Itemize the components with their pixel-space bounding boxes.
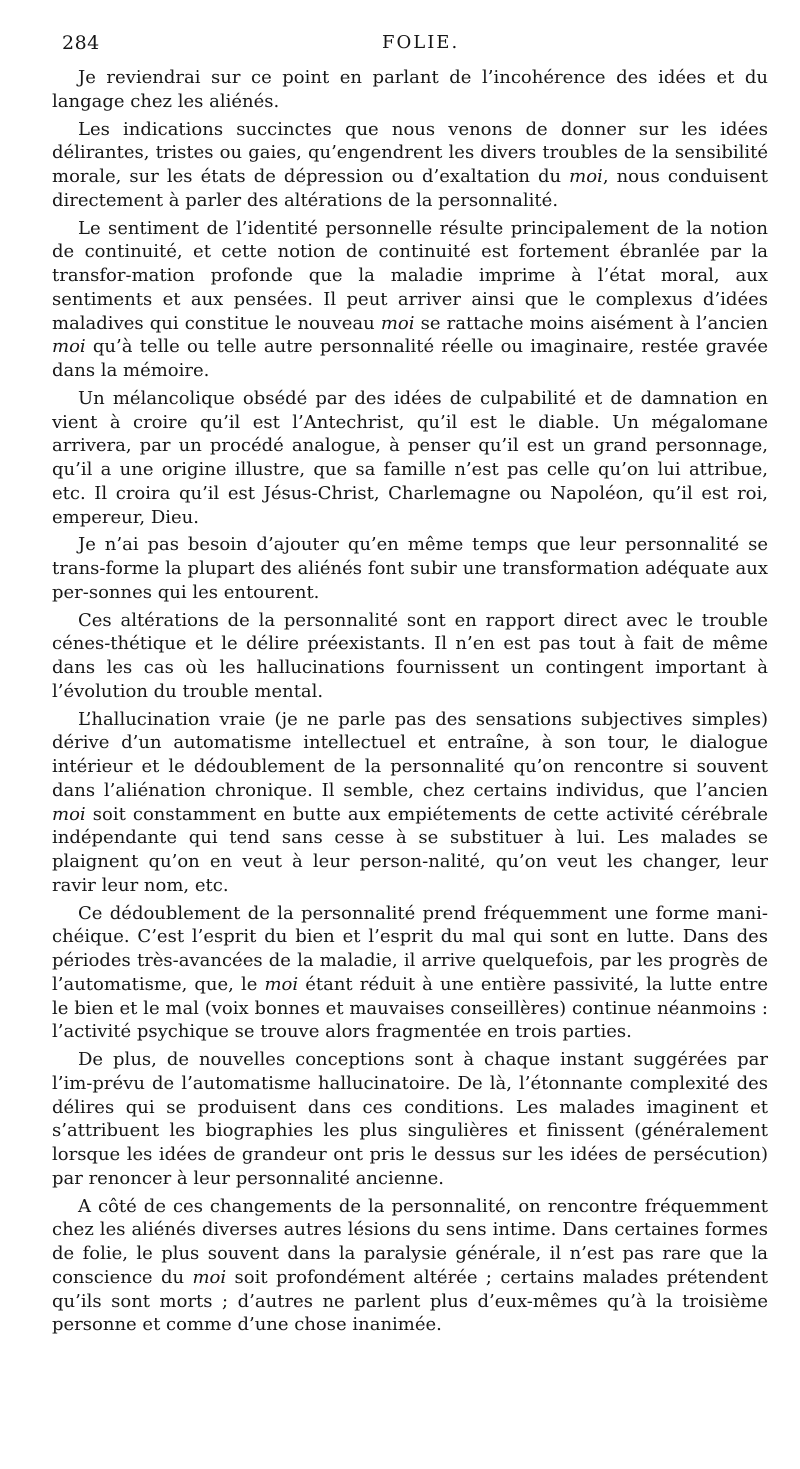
paragraph-text: Un mélancolique obsédé par des idées de culpabilité et de damnation en vient à croire qu’il est l’Antechrist, qu’il est le diable. Un mégalomane arrivera, par un procédé analogue, à penser qu’il est un grand personnage, qu’il a une origine illustre, que sa famille n’est pas celle qu’on lui attribue, etc. Il croira qu’il est Jésus-Christ, Charlemagne ou Napoléon, qu’il est roi, empereur, Dieu. <box>52 387 768 528</box>
italic-word: moi <box>52 336 86 358</box>
paragraph-text: Ce dédoublement de la personnalité prend fréquemment une forme mani-chéique. C’est l’esprit du bien et l’esprit du mal qui sont en lutte. Dans des périodes très-avancées de la maladie, il arrive quelquefois, par les progrès de l’automatisme, que, le <box>52 902 768 995</box>
page-header <box>62 32 742 60</box>
page-number: 284 <box>62 32 100 54</box>
paragraph <box>52 533 768 604</box>
paragraph-text: A côté de ces changements de la personnalité, on rencontre fréquemment chez les aliénés diverses autres lésions du sens intime. Dans certaines formes de folie, le plus souvent dans la paralysie générale, il n’est pas rare que la conscience du <box>52 1195 768 1288</box>
italic-word: moi <box>380 312 415 334</box>
paragraph-text: De plus, de nouvelles conceptions sont à chaque instant suggérées par l’im-prévu de l’automatisme hallucinatoire. De là, l’étonnante complexité des délires qui se produisent dans ces conditions. Les malades imaginent et s’attribuent les biographies les plus singulières et finissent (généralement lorsque les idées de grandeur ont pris le dessus sur les idées de persécution) par renoncer à leur personnalité ancienne. <box>52 1049 768 1189</box>
paragraph <box>52 118 768 213</box>
paragraph <box>52 66 768 114</box>
italic-word: moi <box>264 973 299 995</box>
page-bottom-margin <box>60 1430 740 1440</box>
paragraph-text: Le sentiment de l’identité personnelle résulte principalement de la notion de continuité, et cette notion de continuité est fortement ébranlée par la transfor-mation profonde que la maladie imprime à l’état moral, aux sentiments et aux pensées. Il peut arriver ainsi que le complexus d’idées maladives qui constitue le nouveau <box>52 217 768 334</box>
paragraph-text: étant réduit à une entière passivité, la lutte entre le bien et le mal (voix bonnes et mauvaises conseillères) continue néanmoins : l’activité psychique se trouve alors fragmentée en trois parties. <box>52 973 768 1043</box>
paragraph-text: , nous conduisent directement à parler des altérations de la personnalité. <box>52 166 768 211</box>
paragraph-text: Ces altérations de la personnalité sont en rapport direct avec le trouble cénes-thétique et le délire préexistants. Il n’en est pas tout à fait de même dans les cas où les hallucinations fournissent un contingent important à l’évolution du trouble mental. <box>52 609 768 702</box>
paragraph <box>52 1048 768 1191</box>
paragraph-text: qu’à telle ou telle autre personnalité réelle ou imaginaire, restée gravée dans la mémoire. <box>52 336 768 381</box>
paragraph-text: soit profondément altérée ; certains malades prétendent qu’ils sont morts ; d’autres ne parlent plus d’eux-mêmes qu’à la troisième personne et comme d’une chose inanimée. <box>52 1266 768 1336</box>
italic-word: moi <box>569 166 603 187</box>
paragraph-text: Je n’ai pas besoin d’ajouter qu’en même temps que leur personnalité se trans-forme la plupart des aliénés font subir une transformation adéquate aux per-sonnes qui les entourent. <box>52 534 768 603</box>
paragraph-text: L’hallucination vraie (je ne parle pas des sensations subjectives simples) dérive d’un automatisme intellectuel et entraîne, à son tour, le dialogue intérieur et le dédoublement de la personnalité qu’on rencontre si souvent dans l’aliénation chronique. Il semble, chez certains individus, que l’ancien <box>52 708 768 801</box>
paragraph <box>52 609 768 704</box>
paragraph <box>52 1195 768 1338</box>
paragraph-text: Je reviendrai sur ce point en parlant de l’incohérence des idées et du langage chez les aliénés. <box>52 67 768 112</box>
italic-word: moi <box>192 1266 227 1288</box>
paragraph-text: se rattache moins aisément à l’ancien <box>414 312 768 334</box>
running-title: FOLIE. <box>382 32 460 53</box>
paragraph-text: Les indications succinctes que nous venons de donner sur les idées délirantes, tristes ou gaies, qu’engendrent les divers troubles de la sensibilité morale, sur les états de dépression ou d’exaltation du <box>52 118 768 187</box>
paragraph <box>52 217 768 383</box>
paragraph <box>52 387 768 530</box>
italic-word: moi <box>52 803 86 825</box>
body-text <box>52 66 768 1341</box>
paragraph-text: soit constamment en butte aux empiétements de cette activité cérébrale indépendante qui tend sans cesse à se substituer à lui. Les malades se plaignent qu’on en veut à leur person-nalité, qu’on veut les changer, leur ravir leur nom, etc. <box>52 803 768 896</box>
paragraph <box>52 902 768 1045</box>
paragraph <box>52 708 768 898</box>
